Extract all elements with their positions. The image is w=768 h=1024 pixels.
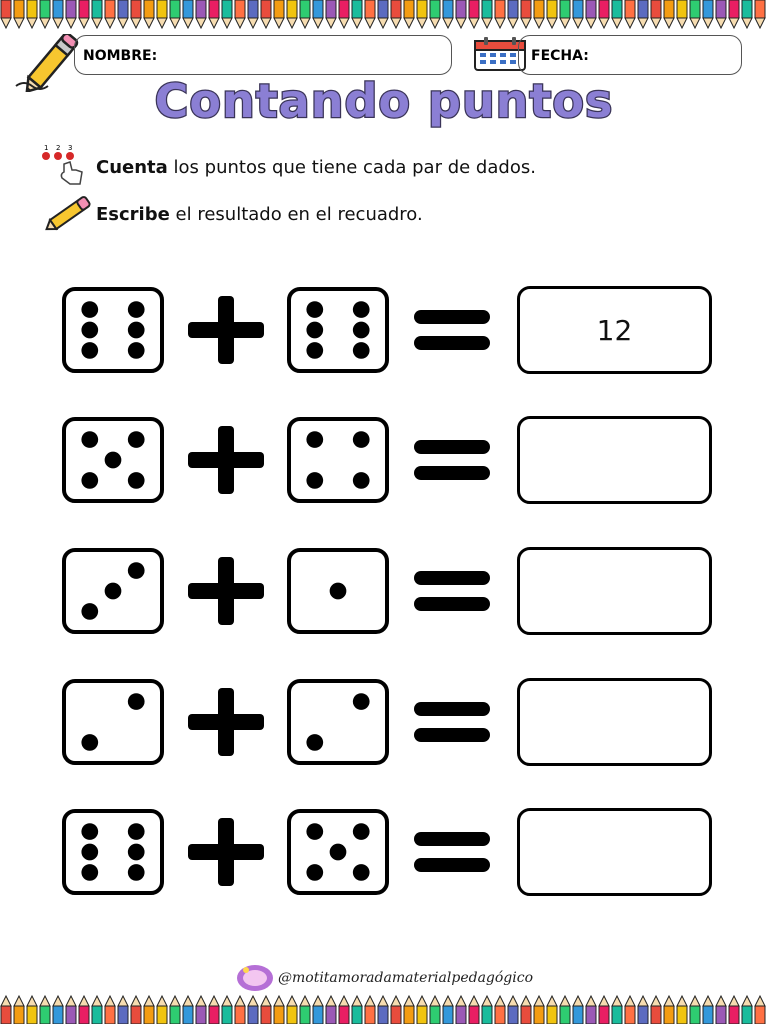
pencil-decoration xyxy=(339,0,349,28)
pencil-decoration xyxy=(443,0,453,28)
instruction-count xyxy=(96,157,536,178)
name-label: NOMBRE: xyxy=(83,48,158,64)
answer-box[interactable] xyxy=(517,547,712,635)
pencil-decoration xyxy=(378,996,388,1024)
pencil-decoration xyxy=(742,996,752,1024)
die-pip xyxy=(128,322,145,339)
pencil-decoration xyxy=(599,0,609,28)
pencil-decoration xyxy=(300,0,310,28)
pencil-decoration xyxy=(638,0,648,28)
die-pip xyxy=(81,844,98,861)
pencil-decoration xyxy=(261,0,271,28)
pencil-decoration xyxy=(482,996,492,1024)
pencil-decoration xyxy=(573,0,583,28)
die-pip xyxy=(353,301,370,318)
pencil-decoration xyxy=(157,996,167,1024)
pencil-decoration xyxy=(664,0,674,28)
pencil-decoration xyxy=(469,996,479,1024)
pencil-border-top xyxy=(0,0,768,30)
die-pip xyxy=(306,342,323,359)
pencil-decoration xyxy=(586,996,596,1024)
pencil-decoration xyxy=(1,0,11,28)
pencil-decoration xyxy=(352,0,362,28)
die-pip xyxy=(306,734,323,751)
pencil-decoration xyxy=(105,0,115,28)
die-pip xyxy=(128,844,145,861)
pencil-decoration xyxy=(560,996,570,1024)
pencil-decoration xyxy=(248,996,258,1024)
die-pip xyxy=(128,693,145,710)
pencil-decoration xyxy=(456,996,466,1024)
plus-icon xyxy=(188,426,264,494)
die-pip xyxy=(81,342,98,359)
pencil-decoration xyxy=(716,0,726,28)
pencil-decoration xyxy=(118,0,128,28)
pencil-decoration xyxy=(40,996,50,1024)
die-pip xyxy=(128,342,145,359)
pencil-decoration xyxy=(170,996,180,1024)
pencil-decoration xyxy=(651,996,661,1024)
svg-text:1: 1 xyxy=(44,144,49,152)
date-label: FECHA: xyxy=(531,48,589,64)
pencil-decoration xyxy=(196,996,206,1024)
pencil-decoration xyxy=(482,0,492,28)
exercise-row xyxy=(0,416,768,506)
pencil-decoration xyxy=(391,996,401,1024)
instruction-write-verb: Escribe xyxy=(96,204,170,225)
die-right xyxy=(287,809,389,895)
die-pip xyxy=(353,322,370,339)
die-pip xyxy=(81,472,98,489)
equals-icon xyxy=(414,310,490,350)
pencil-decoration xyxy=(534,996,544,1024)
pencil-decoration xyxy=(742,0,752,28)
die-pip xyxy=(105,452,122,469)
pencil-decoration xyxy=(456,0,466,28)
pencil-decoration xyxy=(625,0,635,28)
die-pip xyxy=(81,301,98,318)
pencil-decoration xyxy=(521,996,531,1024)
pencil-decoration xyxy=(183,0,193,28)
svg-text:3: 3 xyxy=(68,144,73,152)
pencil-decoration xyxy=(170,0,180,28)
pencil-decoration xyxy=(638,996,648,1024)
die-pip xyxy=(306,823,323,840)
die-pip xyxy=(306,864,323,881)
pencil-decoration xyxy=(235,0,245,28)
pencil-decoration xyxy=(599,996,609,1024)
name-field[interactable] xyxy=(74,35,452,75)
pencil-decoration xyxy=(40,0,50,28)
pencil-decoration xyxy=(313,996,323,1024)
die-pip xyxy=(353,472,370,489)
pencil-decoration xyxy=(690,996,700,1024)
pencil-decoration xyxy=(300,996,310,1024)
pencil-decoration xyxy=(274,996,284,1024)
plus-icon xyxy=(188,688,264,756)
pencil-decoration xyxy=(391,0,401,28)
pencil-decoration xyxy=(430,996,440,1024)
pencil-decoration xyxy=(118,996,128,1024)
pencil-decoration xyxy=(417,0,427,28)
exercise-row xyxy=(0,286,768,376)
die-pip xyxy=(353,823,370,840)
pencil-decoration xyxy=(79,996,89,1024)
pencil-decoration xyxy=(92,996,102,1024)
pencil-decoration xyxy=(222,996,232,1024)
pencil-decoration xyxy=(586,0,596,28)
plus-icon xyxy=(188,296,264,364)
die-pip xyxy=(306,322,323,339)
pencil-decoration xyxy=(625,996,635,1024)
die-pip xyxy=(128,823,145,840)
pencil-decoration xyxy=(131,996,141,1024)
pencil-decoration xyxy=(53,0,63,28)
die-pip xyxy=(306,301,323,318)
pencil-decoration xyxy=(508,0,518,28)
die-pip xyxy=(128,864,145,881)
pencil-icon xyxy=(42,190,96,238)
pencil-decoration xyxy=(703,996,713,1024)
pencil-decoration xyxy=(404,0,414,28)
die-pip xyxy=(353,342,370,359)
pencil-decoration xyxy=(326,996,336,1024)
die-right xyxy=(287,287,389,373)
pencil-border-bottom xyxy=(0,994,768,1024)
page-title: Contando puntos xyxy=(154,74,614,128)
pencil-decoration xyxy=(534,0,544,28)
pencil-decoration xyxy=(404,996,414,1024)
svg-text:2: 2 xyxy=(56,144,61,152)
pencil-decoration xyxy=(79,0,89,28)
pencil-decoration xyxy=(144,996,154,1024)
die-pip xyxy=(105,583,122,600)
footer-credit: @motitamoradamaterialpedagógico xyxy=(278,970,534,986)
die-left xyxy=(62,287,164,373)
pencil-decoration xyxy=(703,0,713,28)
pencil-decoration xyxy=(222,0,232,28)
pencil-decoration xyxy=(66,0,76,28)
pencil-decoration xyxy=(729,0,739,28)
pencil-decoration xyxy=(729,996,739,1024)
pencil-decoration xyxy=(274,0,284,28)
pencil-decoration xyxy=(53,996,63,1024)
pencil-decoration xyxy=(508,996,518,1024)
pencil-decoration xyxy=(261,996,271,1024)
pencil-decoration xyxy=(105,996,115,1024)
pencil-decoration xyxy=(612,0,622,28)
die-pip xyxy=(81,603,98,620)
pencil-decoration xyxy=(443,996,453,1024)
die-right xyxy=(287,417,389,503)
die-left xyxy=(62,417,164,503)
pencil-decoration xyxy=(287,996,297,1024)
pencil-decoration xyxy=(248,0,258,28)
exercise-row xyxy=(0,808,768,898)
pencil-decoration xyxy=(469,0,479,28)
equals-icon xyxy=(414,440,490,480)
pencil-decoration xyxy=(495,996,505,1024)
pencil-decoration xyxy=(183,996,193,1024)
die-pip xyxy=(81,322,98,339)
die-pip xyxy=(128,472,145,489)
pencil-decoration xyxy=(287,0,297,28)
exercise-row xyxy=(0,547,768,637)
answer-box[interactable] xyxy=(517,416,712,504)
die-pip xyxy=(81,734,98,751)
die-pip xyxy=(128,562,145,579)
answer-box[interactable]: 12 xyxy=(517,286,712,374)
die-pip xyxy=(81,431,98,448)
pencil-decoration xyxy=(547,996,557,1024)
pencil-decoration xyxy=(196,0,206,28)
die-right xyxy=(287,679,389,765)
pencil-decoration xyxy=(521,0,531,28)
equals-icon xyxy=(414,571,490,611)
die-pip xyxy=(353,693,370,710)
pencil-decoration xyxy=(664,996,674,1024)
pencil-decoration xyxy=(560,0,570,28)
die-left xyxy=(62,679,164,765)
die-pip xyxy=(306,472,323,489)
pencil-decoration xyxy=(326,0,336,28)
plus-icon xyxy=(188,818,264,886)
pencil-decoration xyxy=(14,0,24,28)
pencil-decoration xyxy=(573,996,583,1024)
equals-icon xyxy=(414,702,490,742)
pencil-decoration xyxy=(755,996,765,1024)
die-right xyxy=(287,548,389,634)
date-field[interactable] xyxy=(518,35,742,75)
die-pip xyxy=(353,431,370,448)
footer xyxy=(236,964,536,994)
pencil-decoration xyxy=(14,996,24,1024)
die-left xyxy=(62,548,164,634)
die-pip xyxy=(128,431,145,448)
pencil-decoration xyxy=(365,996,375,1024)
die-pip xyxy=(306,431,323,448)
pencil-decoration xyxy=(430,0,440,28)
pencil-decoration xyxy=(677,996,687,1024)
die-pip xyxy=(330,583,347,600)
pencil-decoration xyxy=(417,996,427,1024)
pencil-decoration xyxy=(612,996,622,1024)
pencil-decoration xyxy=(677,0,687,28)
brand-logo-icon xyxy=(236,964,274,992)
die-pip xyxy=(81,864,98,881)
pencil-decoration xyxy=(27,996,37,1024)
pencil-decoration xyxy=(352,996,362,1024)
answer-box[interactable] xyxy=(517,678,712,766)
pencil-decoration xyxy=(131,0,141,28)
instruction-write xyxy=(96,204,423,225)
pencil-decoration xyxy=(92,0,102,28)
pencil-decoration xyxy=(365,0,375,28)
pencil-decoration xyxy=(209,0,219,28)
die-pip xyxy=(81,823,98,840)
exercise-row xyxy=(0,678,768,768)
pencil-decoration xyxy=(716,996,726,1024)
instruction-count-verb: Cuenta xyxy=(96,157,168,178)
pencil-decoration xyxy=(495,0,505,28)
die-pip xyxy=(128,301,145,318)
die-pip xyxy=(330,844,347,861)
pencil-decoration xyxy=(690,0,700,28)
pencil-decoration xyxy=(651,0,661,28)
die-left xyxy=(62,809,164,895)
pencil-decoration xyxy=(547,0,557,28)
equals-icon xyxy=(414,832,490,872)
die-pip xyxy=(353,864,370,881)
pencil-decoration xyxy=(378,0,388,28)
counting-hand-icon xyxy=(40,142,88,186)
instruction-count-text: los puntos que tiene cada par de dados. xyxy=(167,157,536,178)
pencil-decoration xyxy=(66,996,76,1024)
pencil-decoration xyxy=(235,996,245,1024)
instruction-write-text: el resultado en el recuadro. xyxy=(169,204,423,225)
pencil-decoration xyxy=(157,0,167,28)
plus-icon xyxy=(188,557,264,625)
pencil-decoration xyxy=(27,0,37,28)
pencil-decoration xyxy=(313,0,323,28)
answer-box[interactable] xyxy=(517,808,712,896)
pencil-decoration xyxy=(339,996,349,1024)
pencil-decoration xyxy=(1,996,11,1024)
pencil-decoration xyxy=(755,0,765,28)
pencil-decoration xyxy=(209,996,219,1024)
pencil-decoration xyxy=(144,0,154,28)
